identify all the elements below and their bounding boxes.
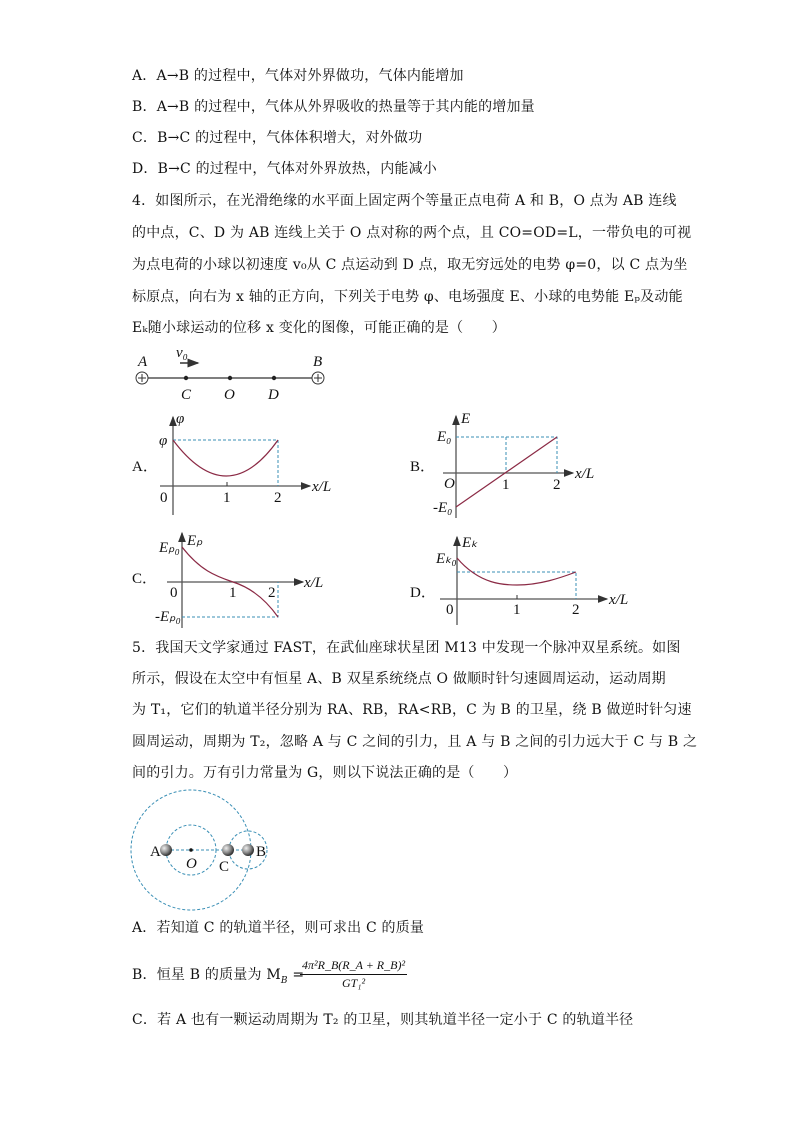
option-b-label: B． (410, 459, 436, 475)
equals: = (287, 967, 305, 983)
star-b-icon (242, 844, 254, 856)
q5-text-line: 所示，假设在太空中有恒星 A、B 双星系统绕点 O 做顺时针匀速圆周运动，运动周期 (132, 671, 666, 687)
axis-label: φ (176, 411, 185, 427)
axis-label: E (461, 411, 471, 427)
binary-star-figure (131, 790, 267, 910)
subscript: B (280, 975, 288, 986)
tick-label: 2 (274, 490, 282, 506)
axis-label: x/L (304, 575, 324, 591)
label-c: C (219, 859, 230, 875)
tick-label: 1 (502, 477, 510, 493)
q5-option-c: C．若 A 也有一颗运动周期为 T₂ 的卫星，则其轨道半径一定小于 C 的轨道半径 (132, 1012, 634, 1028)
label-o: O (186, 856, 197, 872)
tick-label: -Eₚ₀ (155, 609, 181, 625)
q4-text-line: 为点电荷的小球以初速度 v₀从 C 点运动到 D 点，取无穷远处的电势 φ=0，以 C 点为坐 (132, 257, 688, 273)
q5-text-line: 间的引力。万有引力常量为 G，则以下说法正确的是（ ） (132, 765, 518, 781)
tick-label: 0 (160, 490, 168, 506)
label-b: B (313, 354, 323, 370)
tick-label: O (444, 476, 455, 492)
graph-d (410, 535, 628, 625)
tick-label: 2 (553, 477, 561, 493)
axis-label: x/L (609, 592, 629, 608)
q4-text-line: 的中点，C、D 为 AB 连线上关于 O 点对称的两个点，且 CO=OD=L，一带负电的可视 (132, 225, 692, 241)
q4-text-line: 4．如图所示，在光滑绝缘的水平面上固定两个等量正点电荷 A 和 B，O 点为 AB 连线 (132, 193, 677, 209)
formula-numerator: 4π²R_B(R_A + R_B)² (300, 958, 407, 975)
label-a: A (150, 844, 161, 860)
tick-label: 1 (223, 490, 231, 506)
charge-b-icon (312, 372, 324, 384)
q3-option-a: A．A→B 的过程中，气体对外界做功，气体内能增加 (132, 68, 464, 84)
q5-text-line: 5．我国天文学家通过 FAST，在武仙座球状星团 M13 中发现一个脉冲双星系统。如图 (132, 640, 681, 656)
q3-option-b: B．A→B 的过程中，气体从外界吸收的热量等于其内能的增加量 (132, 99, 535, 115)
label-d: D (268, 387, 279, 403)
tick-label: Eₖ₀ (436, 551, 457, 567)
q4-text-line: 标原点，向右为 x 轴的正方向，下列关于电势 φ、电场强度 E、小球的电势能 Eₚ及动能 (132, 289, 683, 305)
tick-label: 1 (513, 602, 521, 618)
axis-label: x/L (312, 479, 332, 495)
tick-label: φ (159, 433, 168, 449)
option-d-label: D． (410, 585, 436, 601)
tick-label: 0 (170, 585, 178, 601)
q5-option-a: A．若知道 C 的轨道半径，则可求出 C 的质量 (132, 920, 425, 936)
axis-label: Eₖ (462, 535, 478, 551)
graph-a (132, 411, 331, 515)
axis-label: Eₚ (187, 533, 203, 549)
formula-denominator: GT₁² (341, 976, 366, 990)
label-b: B (256, 844, 267, 860)
q3-option-d: D．B→C 的过程中，气体对外界放热，内能减小 (132, 161, 438, 177)
q4-text-line: Eₖ随小球运动的位移 x 变化的图像，可能正确的是（ ） (132, 320, 506, 336)
q5-text-line: 圆周运动，周期为 T₂，忽略 A 与 C 之间的引力，且 A 与 B 之间的引力远大于 C 与 B 之 (132, 734, 698, 750)
q5-option-b (132, 966, 304, 990)
option-b-text: B．恒星 B 的质量为 M (132, 967, 281, 983)
option-a-label: A． (132, 459, 158, 475)
tick-label: 1 (229, 585, 237, 601)
charge-a-icon (136, 372, 148, 384)
charge-line-figure (136, 345, 324, 403)
star-a-icon (160, 844, 172, 856)
tick-label: Eₚ₀ (159, 540, 180, 556)
graph-c (132, 533, 323, 628)
tick-label: -E₀ (433, 500, 453, 516)
label-a: A (138, 354, 148, 370)
satellite-c-icon (222, 844, 234, 856)
label-c: C (181, 387, 192, 403)
graph-b (410, 411, 594, 518)
tick-label: E₀ (437, 429, 452, 445)
axis-label: x/L (575, 466, 595, 482)
tick-label: 0 (446, 602, 454, 618)
q3-option-c: C．B→C 的过程中，气体体积增大，对外做功 (132, 130, 423, 146)
mass-formula (300, 958, 407, 991)
tick-label: 2 (268, 585, 276, 601)
tick-label: 2 (572, 602, 580, 618)
label-v0: v₀ (176, 345, 188, 361)
q5-text-line: 为 T₁，它们的轨道半径分别为 RA、RB，RA<RB，C 为 B 的卫星，绕 B 做逆时针匀速 (132, 702, 692, 718)
label-o: O (224, 387, 235, 403)
option-c-label: C． (132, 571, 158, 587)
